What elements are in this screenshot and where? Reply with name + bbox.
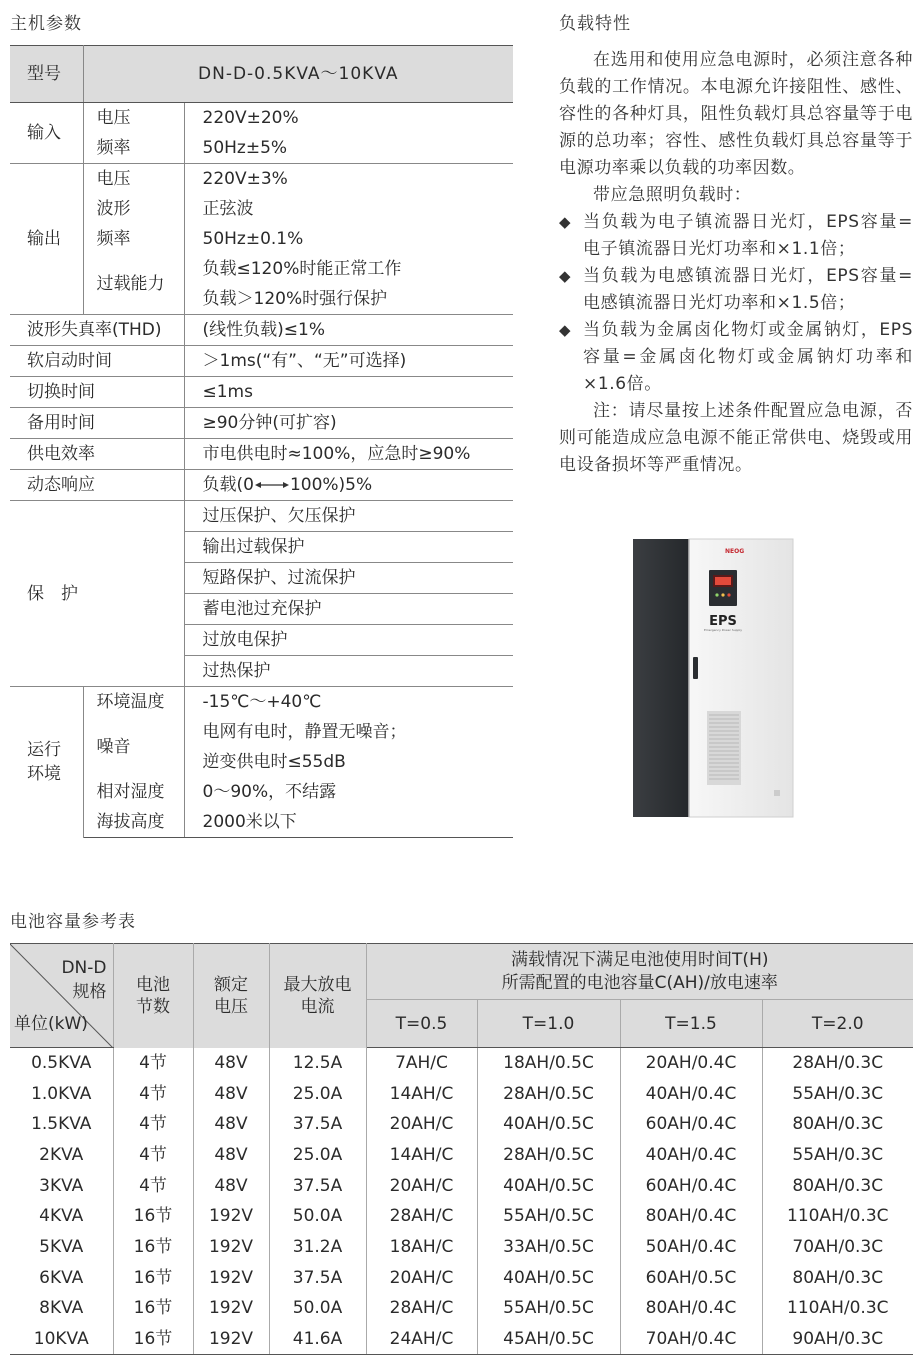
row-cap-t05: 18AH/C xyxy=(366,1232,477,1263)
noise-label: 噪音 xyxy=(83,717,184,777)
load-bullet-text: 当负载为金属卤化物灯或金属钠灯，EPS容量=金属卤化物灯或金属钠灯功率和×1.6倍。 xyxy=(583,320,913,394)
row-model: 2KVA xyxy=(10,1140,113,1171)
dynamic-value-pre: 负载(0 xyxy=(202,475,254,495)
battery-table xyxy=(10,943,913,1355)
load-bullet xyxy=(559,317,913,398)
row-voltage: 192V xyxy=(193,1324,269,1355)
row-cap-t05: 24AH/C xyxy=(366,1324,477,1355)
row-cells: 4节 xyxy=(113,1140,193,1171)
t-label: T=0.5 xyxy=(366,1000,477,1048)
humidity-label: 相对湿度 xyxy=(83,777,184,807)
output-freq: 50Hz±0.1% xyxy=(202,229,304,249)
spec-row xyxy=(10,501,513,532)
diamond-bullet-icon: ◆ xyxy=(559,321,572,339)
load-bullet xyxy=(559,263,913,317)
table-row xyxy=(10,1232,913,1263)
header-cells-line-2: 节数 xyxy=(136,996,170,1017)
row-cap-t20: 110AH/0.3C xyxy=(787,1206,889,1227)
eps-cabinet-image xyxy=(629,535,795,821)
output-wave: 正弦波 xyxy=(202,199,254,219)
load-section-title: 负载特性 xyxy=(559,14,631,34)
row-cap-t05: 28AH/C xyxy=(366,1201,477,1232)
spec-row xyxy=(10,346,513,377)
diamond-bullet-icon: ◆ xyxy=(559,213,572,231)
row-cap-t05: 20AH/C xyxy=(366,1109,477,1140)
t-label: T=1.5 xyxy=(620,1000,762,1048)
row-current: 41.6A xyxy=(269,1324,366,1355)
row-current: 25.0A xyxy=(269,1078,366,1109)
row-cap-t10: 33AH/0.5C xyxy=(477,1232,620,1263)
row-model: 5KVA xyxy=(10,1232,113,1263)
row-cap-t15: 60AH/0.4C xyxy=(620,1109,762,1140)
double-arrow-icon xyxy=(255,480,289,490)
dynamic-value-post: 100%)5% xyxy=(289,475,373,495)
row-cap-t15: 80AH/0.4C xyxy=(620,1201,762,1232)
efficiency-label: 供电效率 xyxy=(10,439,184,470)
input-freq-label: 频率 xyxy=(83,133,184,164)
row-model: 0.5KVA xyxy=(10,1048,113,1079)
header-current-line-2: 电流 xyxy=(300,996,335,1017)
row-cap-t05: 20AH/C xyxy=(366,1170,477,1201)
corner-header-unit: 单位(kW) xyxy=(14,1014,88,1034)
row-cap-t05: 20AH/C xyxy=(366,1262,477,1293)
row-voltage: 192V xyxy=(193,1293,269,1324)
input-label: 输入 xyxy=(10,103,83,164)
header-voltage-line-1: 额定 xyxy=(214,974,248,995)
header-cells xyxy=(113,944,193,1048)
row-cap-t15: 40AH/0.4C xyxy=(620,1140,762,1171)
load-bullet-text: 当负载为电感镇流器日光灯，EPS容量=电感镇流器日光灯功率和×1.5倍； xyxy=(583,266,913,313)
row-voltage: 192V xyxy=(193,1262,269,1293)
row-cells: 16节 xyxy=(113,1293,193,1324)
table-row xyxy=(10,1170,913,1201)
row-cap-t20: 70AH/0.3C xyxy=(792,1236,884,1257)
table-row xyxy=(10,1140,913,1171)
battery-table-body xyxy=(10,1048,913,1355)
overload-line-2: 负载＞120%时强行保护 xyxy=(202,289,388,309)
output-freq-label: 频率 xyxy=(83,224,184,254)
row-cells: 16节 xyxy=(113,1324,193,1355)
row-cap-t20: 110AH/0.3C xyxy=(787,1298,889,1319)
header-span xyxy=(366,944,913,1000)
row-cap-t05: 14AH/C xyxy=(366,1140,477,1171)
row-cells: 16节 xyxy=(113,1232,193,1263)
spec-section-title: 主机参数 xyxy=(10,14,82,34)
header-voltage-line-2: 电压 xyxy=(214,996,248,1017)
spec-row xyxy=(10,315,513,346)
row-cap-t10: 40AH/0.5C xyxy=(477,1170,620,1201)
row-cap-t05: 14AH/C xyxy=(366,1078,477,1109)
row-current: 37.5A xyxy=(269,1170,366,1201)
row-cap-t15: 40AH/0.4C xyxy=(620,1078,762,1109)
thd-label: 波形失真率(THD) xyxy=(10,315,184,346)
spec-row xyxy=(10,194,513,224)
load-subtitle: 带应急照明负载时： xyxy=(593,185,752,205)
env-label-1: 运行 xyxy=(27,740,61,761)
env-label xyxy=(10,687,83,838)
row-cap-t10: 18AH/0.5C xyxy=(477,1048,620,1079)
load-text xyxy=(559,47,913,479)
row-cap-t15: 50AH/0.4C xyxy=(620,1232,762,1263)
softstart-value: ＞1ms(“有”、“无”可选择) xyxy=(184,346,513,377)
row-cap-t15: 20AH/0.4C xyxy=(620,1048,762,1079)
row-cap-t20: 55AH/0.3C xyxy=(792,1083,884,1104)
row-current: 31.2A xyxy=(269,1232,366,1263)
temp-label: 环境温度 xyxy=(83,687,184,718)
row-voltage: 48V xyxy=(193,1170,269,1201)
row-cap-t15: 70AH/0.4C xyxy=(620,1324,762,1355)
input-voltage: 220V±20% xyxy=(202,108,299,128)
row-model: 3KVA xyxy=(10,1170,113,1201)
model-value: DN-D-0.5KVA～10KVA xyxy=(83,46,513,103)
header-cells-line-1: 电池 xyxy=(136,974,170,995)
altitude-value: 2000米以下 xyxy=(184,807,513,838)
backup-value: ≥90分钟(可扩容) xyxy=(184,408,513,439)
softstart-label: 软启动时间 xyxy=(10,346,184,377)
row-cap-t15: 80AH/0.4C xyxy=(620,1293,762,1324)
row-cap-t15: 60AH/0.5C xyxy=(620,1262,762,1293)
cabinet-sub: Emergency Power Supply xyxy=(703,628,743,632)
t-label: T=1.0 xyxy=(477,1000,620,1048)
thd-value: (线性负载)≤1% xyxy=(184,315,513,346)
corner-header-spec: 规格 xyxy=(72,982,107,1002)
row-cells: 4节 xyxy=(113,1170,193,1201)
dynamic-value xyxy=(184,470,513,501)
row-cells: 16节 xyxy=(113,1201,193,1232)
dynamic-label: 动态响应 xyxy=(10,470,184,501)
noise-line-1: 电网有电时，静置无噪音； xyxy=(202,722,407,742)
table-row xyxy=(10,1293,913,1324)
diamond-bullet-icon: ◆ xyxy=(559,267,572,285)
efficiency-value: 市电供电时≈100%，应急时≥90% xyxy=(184,439,513,470)
input-voltage-label: 电压 xyxy=(83,103,184,134)
protect-item: 输出过载保护 xyxy=(184,532,513,563)
row-voltage: 48V xyxy=(193,1048,269,1079)
table-row xyxy=(10,1262,913,1293)
row-current: 37.5A xyxy=(269,1109,366,1140)
protect-item: 过热保护 xyxy=(184,656,513,687)
noise-line-2: 逆变供电时≤55dB xyxy=(202,752,346,772)
spec-row xyxy=(10,377,513,408)
backup-label: 备用时间 xyxy=(10,408,184,439)
header-span-line-1: 满载情况下满足电池使用时间T(H) xyxy=(511,949,769,970)
row-cap-t20: 55AH/0.3C xyxy=(792,1144,884,1165)
humidity-value: 0～90%，不结露 xyxy=(202,782,337,802)
load-note: 注：请尽量按上述条件配置应急电源，否则可能造成应急电源不能正常供电、烧毁或用电设备损坏等严重情况。 xyxy=(559,401,913,475)
header-current-line-1: 最大放电 xyxy=(283,974,352,995)
row-cap-t15: 60AH/0.4C xyxy=(620,1170,762,1201)
row-voltage: 48V xyxy=(193,1109,269,1140)
row-cap-t10: 40AH/0.5C xyxy=(477,1262,620,1293)
cabinet-brand: NEOG xyxy=(725,548,745,555)
row-cap-t10: 40AH/0.5C xyxy=(477,1109,620,1140)
t-label: T=2.0 xyxy=(762,1000,913,1048)
battery-section-title: 电池容量参考表 xyxy=(10,912,136,932)
spec-row xyxy=(10,224,513,254)
row-voltage: 192V xyxy=(193,1201,269,1232)
protect-item: 过压保护、欠压保护 xyxy=(184,501,513,532)
row-cap-t10: 28AH/0.5C xyxy=(477,1140,620,1171)
row-cells: 4节 xyxy=(113,1048,193,1079)
spec-row xyxy=(10,133,513,164)
cabinet-label: EPS xyxy=(709,614,737,629)
output-wave-label: 波形 xyxy=(83,194,184,224)
corner-header xyxy=(10,944,113,1048)
spec-row xyxy=(10,408,513,439)
row-model: 4KVA xyxy=(10,1201,113,1232)
row-model: 1.5KVA xyxy=(10,1109,113,1140)
row-current: 50.0A xyxy=(269,1201,366,1232)
protect-item: 蓄电池过充保护 xyxy=(184,594,513,625)
spec-row xyxy=(10,807,513,838)
switch-label: 切换时间 xyxy=(10,377,184,408)
row-cap-t20: 80AH/0.3C xyxy=(792,1114,884,1135)
spec-row xyxy=(10,777,513,807)
spec-header-row xyxy=(10,46,513,103)
row-cap-t20: 80AH/0.3C xyxy=(792,1175,884,1196)
row-cap-t20: 28AH/0.3C xyxy=(792,1053,884,1074)
model-label: 型号 xyxy=(10,46,83,103)
battery-header-row xyxy=(10,944,913,1000)
table-row xyxy=(10,1078,913,1109)
row-cap-t20: 90AH/0.3C xyxy=(762,1324,913,1355)
row-model: 10KVA xyxy=(10,1324,113,1355)
spec-row xyxy=(10,439,513,470)
row-cap-t10: 55AH/0.5C xyxy=(477,1293,620,1324)
row-model: 1.0KVA xyxy=(10,1078,113,1109)
table-row xyxy=(10,1048,913,1079)
row-cap-t10: 55AH/0.5C xyxy=(477,1201,620,1232)
load-bullet-text: 当负载为电子镇流器日光灯，EPS容量=电子镇流器日光灯功率和×1.1倍； xyxy=(583,212,913,259)
switch-value: ≤1ms xyxy=(184,377,513,408)
row-voltage: 48V xyxy=(193,1140,269,1171)
row-current: 12.5A xyxy=(269,1048,366,1079)
spec-row xyxy=(10,470,513,501)
row-voltage: 192V xyxy=(193,1232,269,1263)
row-cells: 16节 xyxy=(113,1262,193,1293)
input-freq: 50Hz±5% xyxy=(202,138,288,158)
protect-item: 短路保护、过流保护 xyxy=(184,563,513,594)
row-cap-t05: 28AH/C xyxy=(366,1293,477,1324)
row-model: 8KVA xyxy=(10,1293,113,1324)
header-voltage xyxy=(193,944,269,1048)
header-span-line-2: 所需配置的电池容量C(AH)/放电速率 xyxy=(501,972,778,993)
table-row xyxy=(10,1201,913,1232)
corner-header-series: DN-D xyxy=(61,958,107,978)
output-voltage: 220V±3% xyxy=(184,164,513,195)
temp-value: -15℃～+40℃ xyxy=(184,687,513,718)
row-cells: 4节 xyxy=(113,1078,193,1109)
load-paragraph: 在选用和使用应急电源时，必须注意各种负载的工作情况。本电源允许接阻性、感性、容性的各种灯具，阻性负载灯具总容量等于电源的总功率；容性、感性负载灯具总容量等于电源功率乘以负载的功率因数。 xyxy=(559,50,913,178)
table-row xyxy=(10,1324,913,1355)
protect-item: 过放电保护 xyxy=(184,625,513,656)
spec-row xyxy=(10,254,513,284)
row-current: 50.0A xyxy=(269,1293,366,1324)
output-label: 输出 xyxy=(10,164,83,315)
spec-table xyxy=(10,45,513,838)
row-current: 25.0A xyxy=(269,1140,366,1171)
spec-row xyxy=(10,687,513,718)
row-cap-t05: 7AH/C xyxy=(366,1048,477,1079)
row-voltage: 48V xyxy=(193,1078,269,1109)
env-label-2: 环境 xyxy=(27,764,61,785)
row-cap-t10: 28AH/0.5C xyxy=(477,1078,620,1109)
row-cap-t10: 45AH/0.5C xyxy=(477,1324,620,1355)
table-row xyxy=(10,1109,913,1140)
spec-row xyxy=(10,103,513,134)
row-cap-t20: 80AH/0.3C xyxy=(792,1267,884,1288)
protect-label: 保 护 xyxy=(10,501,184,687)
overload-label: 过载能力 xyxy=(83,254,184,315)
altitude-label: 海拔高度 xyxy=(83,807,184,838)
load-bullet xyxy=(559,209,913,263)
overload-line-1: 负载≤120%时能正常工作 xyxy=(202,259,402,279)
row-current: 37.5A xyxy=(269,1262,366,1293)
header-current xyxy=(269,944,366,1048)
row-model: 6KVA xyxy=(10,1262,113,1293)
output-voltage-label: 电压 xyxy=(83,164,184,195)
spec-row xyxy=(10,164,513,195)
spec-row xyxy=(10,717,513,747)
row-cells: 4节 xyxy=(113,1109,193,1140)
